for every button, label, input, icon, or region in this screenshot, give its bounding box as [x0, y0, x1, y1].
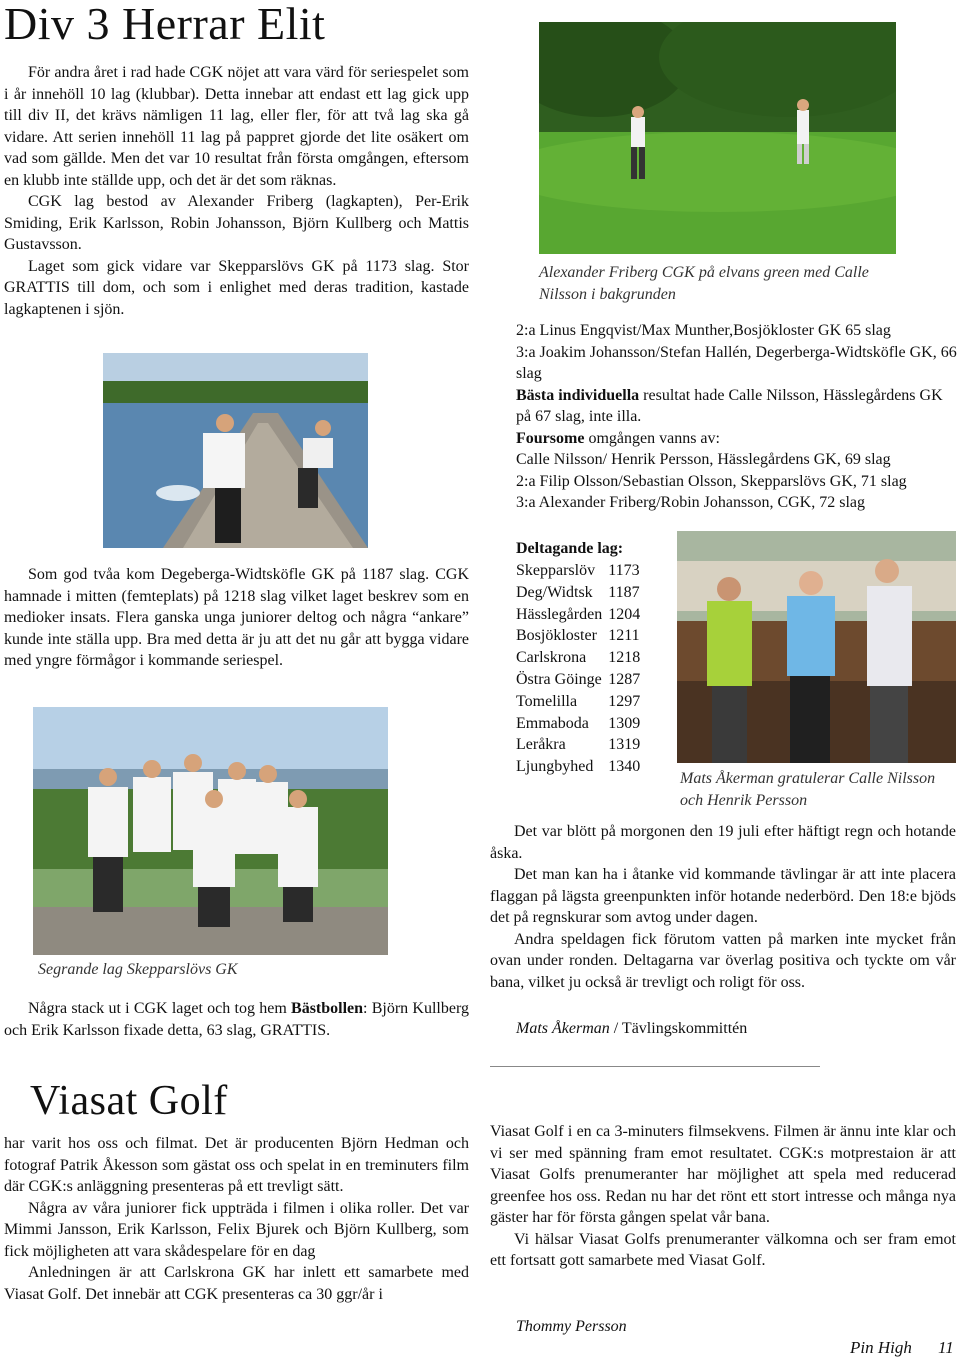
team-name: Emmaboda	[516, 714, 589, 732]
page-title: Div 3 Herrar Elit	[4, 0, 326, 49]
weather-paragraph: Andra speldagen fick förutom vatten på marken inte mycket från ovan under ronden. Deltagarna var överlag positiva och tyckte om vår bana, vilket ju också är trevligt och roligt för oss.	[490, 930, 956, 991]
team-name: Carlskrona	[516, 649, 587, 667]
bold-label: Foursome	[516, 429, 585, 447]
viasat-paragraph: Anledningen är att Carlskrona GK har inlett ett samarbete med Viasat Golf. Det innebär att CGK presenteras ca 30 ggr/år i	[4, 1264, 469, 1303]
viasat-paragraph: har varit hos oss och filmat. Det är producenten Björn Hedman och fotograf Patrik Åkesson som gästat oss och spelat in en treminuters film där CGK:s anläggning presenteras på ett trevligt sätt.	[4, 1135, 469, 1195]
team-name: Skepparslöv	[516, 562, 596, 579]
bastbollen-paragraph	[4, 998, 469, 1041]
paragraph-text: Några stack ut i CGK laget och tog hem	[28, 1000, 292, 1017]
photo-caption: Alexander Friberg CGK på elvans green med Calle Nilsson i bakgrunden	[539, 264, 869, 303]
bastbollen-article	[4, 998, 469, 1041]
result-text: resultat hade Calle Nilsson, Hässlegårdens GK på 67 slag, inte illa.	[516, 386, 943, 425]
photo-winning-team	[33, 707, 388, 955]
weather-paragraph: Det var blött på morgonen den 19 juli efter häftigt regn och hotande åska.	[490, 823, 956, 862]
foursome-third: 3:a Alexander Friberg/Robin Johansson, CGK, 72 slag	[516, 494, 866, 511]
team-name: Deg/Widtsk	[516, 583, 593, 601]
bold-label: Bästa individuella	[516, 386, 640, 404]
photo-captain-thrown-in-lake	[103, 353, 368, 548]
results-block	[516, 320, 958, 514]
result-individual	[516, 385, 958, 428]
teams-heading: Deltagande lag:	[516, 540, 624, 557]
table-row	[516, 647, 646, 669]
weather-article	[490, 821, 956, 993]
team-name: Bosjökloster	[516, 627, 597, 645]
photo-putting-green	[539, 22, 896, 254]
photo-caption: Segrande lag Skepparslövs GK	[38, 961, 238, 978]
teams-table	[516, 560, 646, 778]
team-score: 1319	[608, 736, 641, 754]
result-foursome	[516, 428, 958, 450]
intro-article	[4, 62, 469, 320]
section-title: Viasat Golf	[30, 1078, 228, 1124]
signature	[516, 1018, 747, 1039]
bold-label: Bästbollen	[291, 1000, 364, 1017]
second-place-paragraph: Som god tvåa kom Degeberga-Widtsköfle GK på 1187 slag. CGK hamnade i mitten (femteplats) på 1218 slag vilket laget beskrev som en medioker insats. Flera ganska unga juniorer deltog och några “ankare” kunde inte ställa upp. Bra med detta är ju att det nu går att bygga vidare med yngre förmågor i kommande seriespel.	[4, 566, 469, 669]
table-row	[516, 625, 646, 647]
result-text: omgången vanns av:	[584, 429, 720, 447]
page-number: 11	[938, 1338, 954, 1357]
team-score: 1187	[608, 583, 640, 601]
viasat-paragraph: Några av våra juniorer fick uppträda i filmen i olika roller. Det var Mimmi Jansson, Erik Karlsson, Felix Bjurek och Björn Kullberg, som fick möjligheten att vara skådespelare för en dag	[4, 1199, 469, 1260]
table-row	[516, 560, 646, 582]
viasat-right-column	[490, 1121, 956, 1272]
table-row	[516, 582, 646, 604]
teams-list	[516, 538, 676, 778]
weather-paragraph: Det man kan ha i åtanke vid kommande tävlingar är att inte placera flaggan på lägsta greenpunkten inför hotande nederbörd. Den 18:e bjöds det på regnskurar som avtog under dagen.	[490, 866, 956, 926]
team-score: 1287	[608, 670, 641, 688]
divider	[490, 1066, 820, 1067]
result-third: 3:a Joakim Johansson/Stefan Hallén, Degerberga-Widtsköfle GK, 66 slag	[516, 343, 957, 382]
team-name: Tomelilla	[516, 692, 578, 710]
signature: Thommy Persson	[516, 1318, 627, 1335]
team-score: 1211	[608, 627, 640, 645]
result-second: 2:a Linus Engqvist/Max Munther,Bosjökloster GK 65 slag	[516, 322, 891, 339]
table-row	[516, 691, 646, 713]
photo-award-ceremony	[677, 531, 956, 763]
table-row	[516, 734, 646, 756]
team-score: 1218	[608, 649, 641, 667]
photo-caption: Mats Åkerman gratulerar Calle Nilsson och Henrik Persson	[680, 770, 936, 809]
table-row	[516, 756, 646, 778]
team-score: 1297	[608, 692, 641, 710]
team-name: Ljungbyhed	[516, 758, 594, 776]
viasat-paragraph: Vi hälsar Viasat Golfs prenumeranter välkomna och ser fram emot ett fortsatt gott samarbete med Viasat Golf.	[490, 1230, 956, 1269]
paragraph-text: : Björn Kullberg och Erik Karlsson fixade detta, 63 slag, GRATTIS.	[4, 1000, 469, 1039]
team-name: Leråkra	[516, 736, 566, 754]
second-place-article	[4, 564, 469, 672]
table-row	[516, 713, 646, 735]
viasat-left-column	[4, 1133, 469, 1305]
team-score: 1204	[608, 605, 641, 623]
intro-paragraph: CGK lag bestod av Alexander Friberg (lagkapten), Per-Erik Smiding, Erik Karlsson, Robin Johansson, Björn Kullberg och Mattis Gustavsson.	[4, 193, 469, 253]
intro-paragraph: För andra året i rad hade CGK nöjet att vara värd för seriespelet som i år innehöll 10 lag (klubbar). Detta innebar att endast ett lag gick upp till div II, det krävs nämligen 11 lag, eller fler, för att två lag ska gå vidare. Att serien innehöll 11 lag på pappret gjorde det lite osäkert om vad som gällde. Men det var 10 resultat från första omgången, eftersom en klubb inte ställde upp, och det är det som räknas.	[4, 64, 469, 189]
team-score: 1173	[608, 562, 640, 579]
table-row	[516, 669, 646, 691]
viasat-paragraph: Viasat Golf i en ca 3-minuters filmsekvens. Filmen är ännu inte klar och vi ser med spänning fram emot resultatet. CGK:s motprestaion är att Viasat Golfs prenumeranter har möjlighet att spela med reducerad greenfee hos oss. Redan nu har det rönt ett stort intresse och många nya gäster har för första gången spelat vår bana.	[490, 1123, 956, 1226]
author-name: Mats Åkerman	[516, 1020, 610, 1037]
foursome-first: Calle Nilsson/ Henrik Persson, Hässlegårdens GK, 69 slag	[516, 451, 891, 468]
table-row	[516, 604, 646, 626]
magazine-name: Pin High	[850, 1338, 912, 1357]
team-score: 1309	[608, 714, 641, 732]
foursome-second: 2:a Filip Olsson/Sebastian Olsson, Skepparslövs GK, 71 slag	[516, 472, 907, 490]
team-name: Hässlegården	[516, 605, 603, 623]
intro-paragraph: Laget som gick vidare var Skepparslövs GK på 1173 slag. Stor GRATTIS till dom, och som i enlighet med deras tradition, kastade lagkaptenen i sjön.	[4, 257, 469, 318]
team-score: 1340	[608, 758, 641, 776]
author-role: / Tävlingskommittén	[609, 1020, 748, 1037]
team-name: Östra Göinge	[516, 670, 602, 688]
